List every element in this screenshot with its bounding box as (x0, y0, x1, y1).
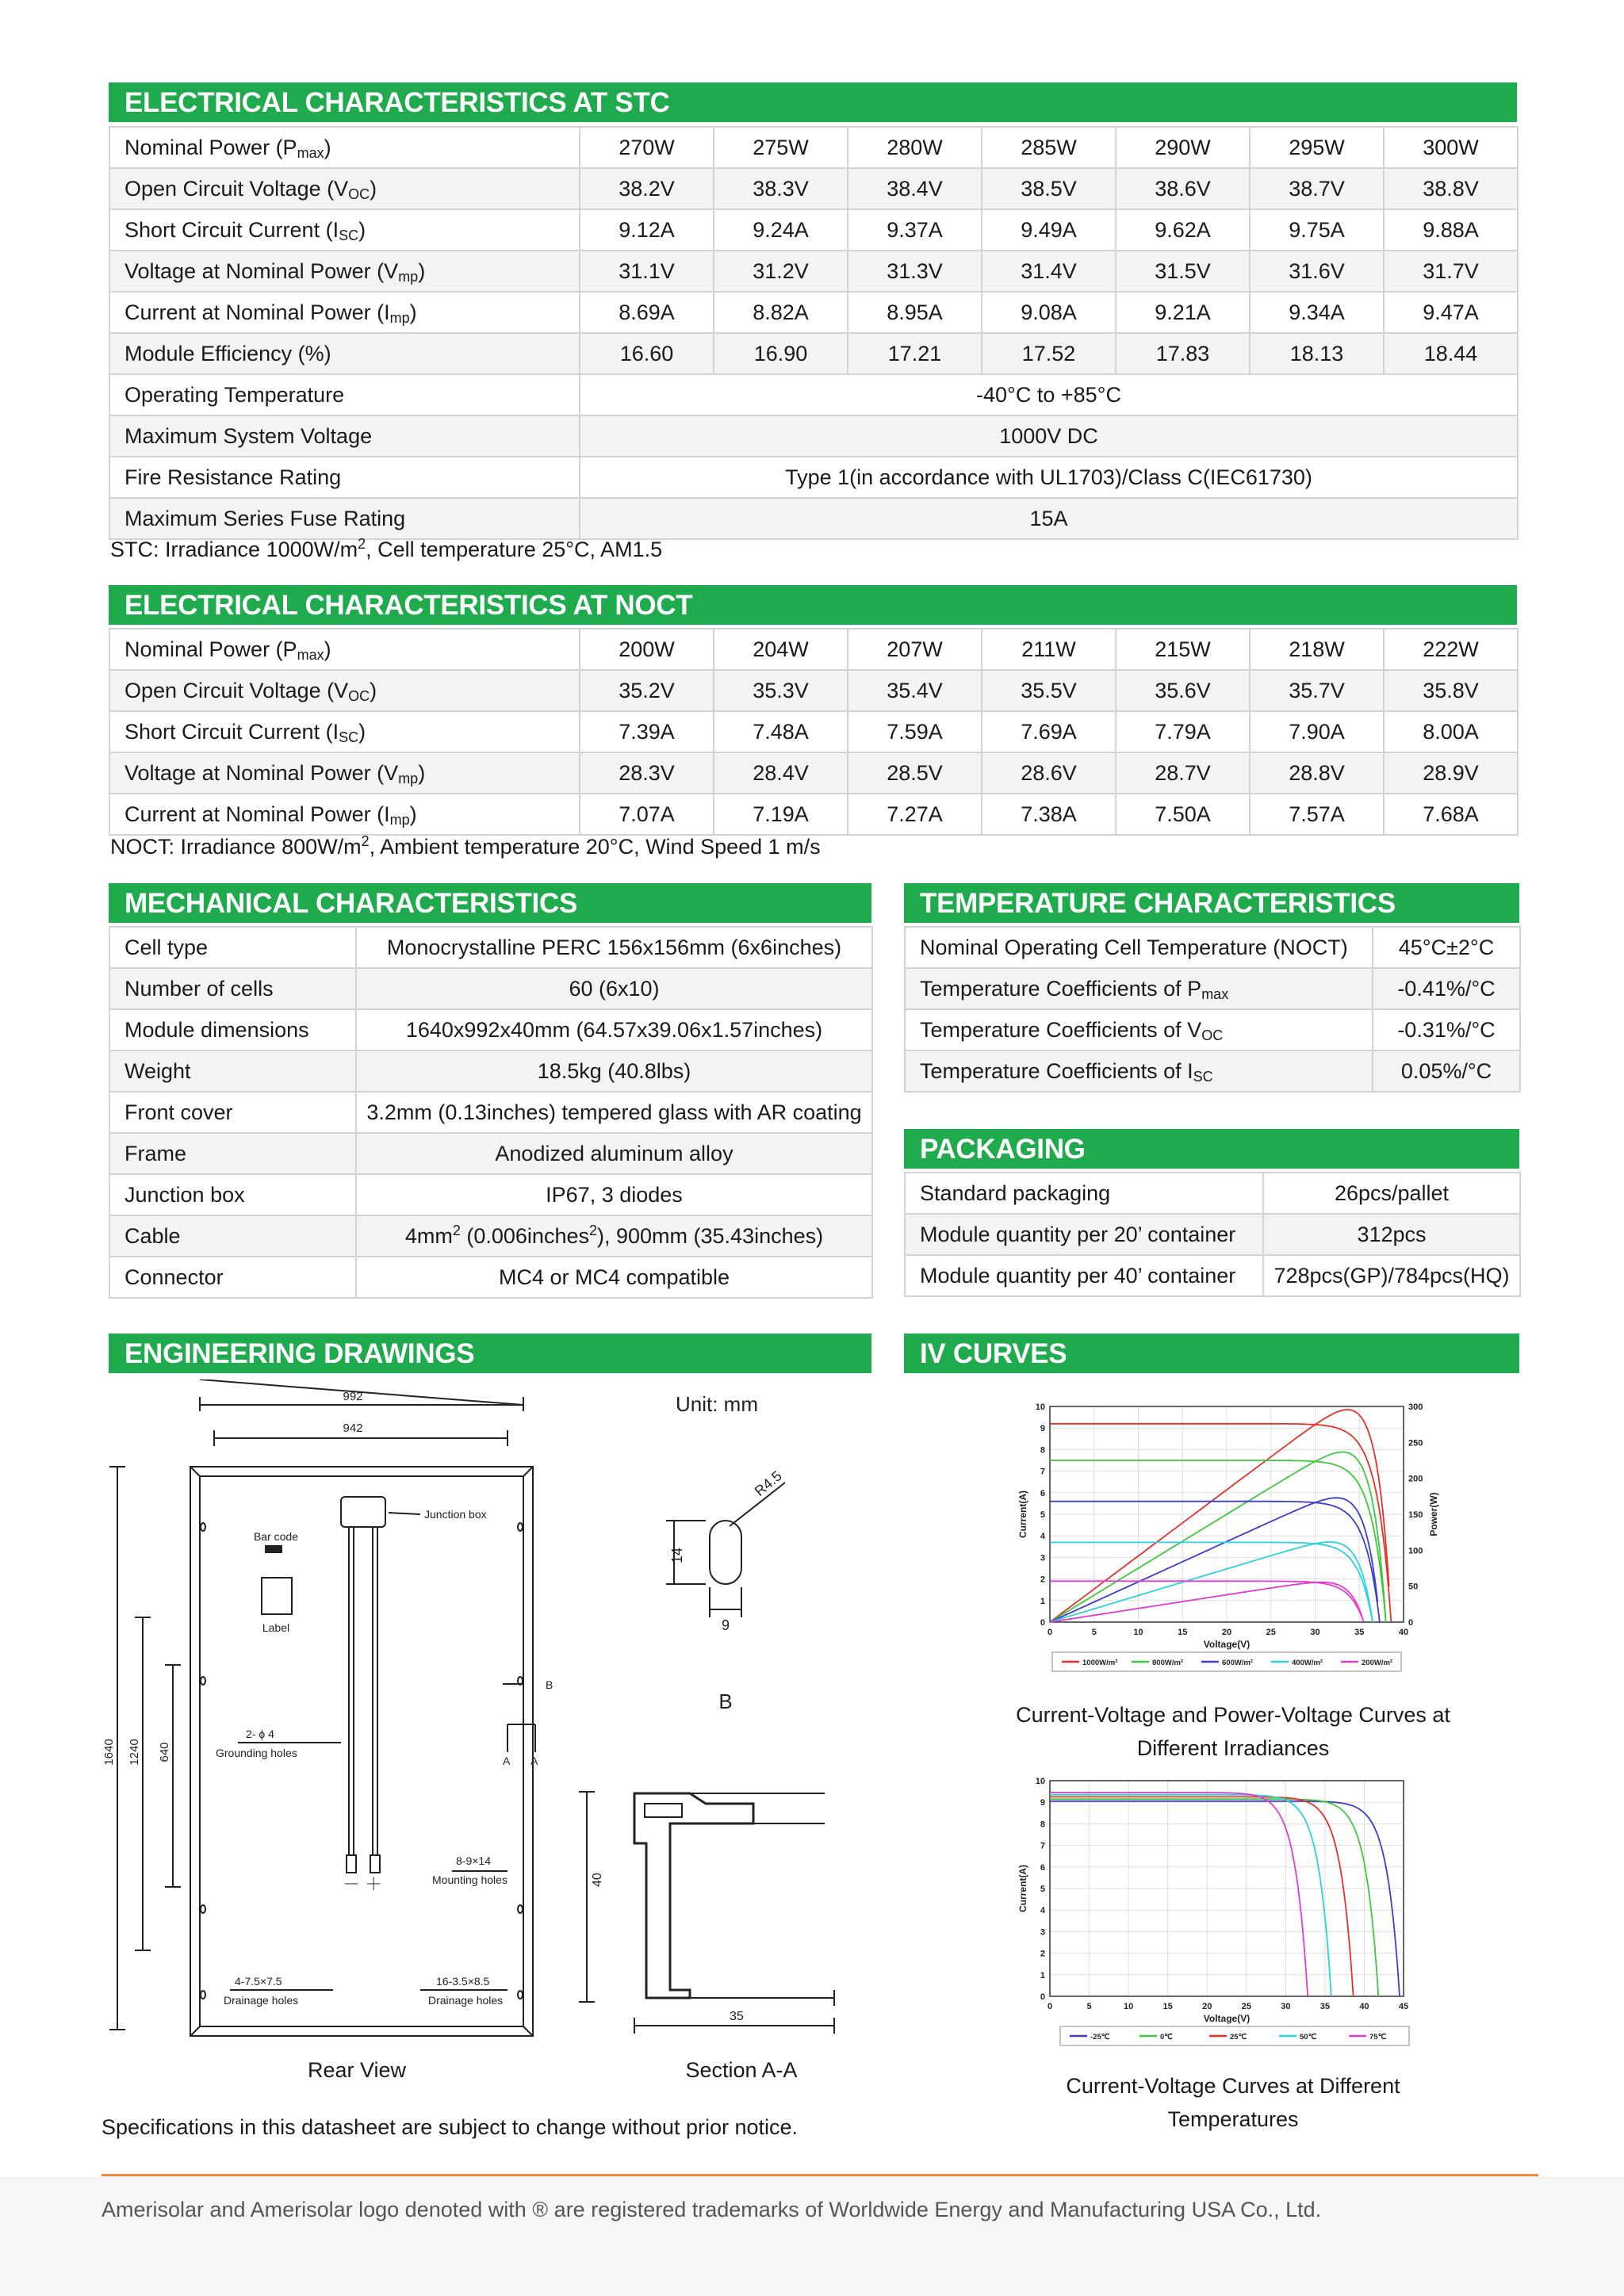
iv-series-line (1050, 1793, 1308, 1996)
row-value: 7.19A (714, 794, 848, 835)
row-label: Current at Nominal Power $(I_{mp})$ (109, 794, 580, 835)
engineering-section-title: ENGINEERING DRAWINGS (109, 1334, 871, 1373)
row-label: Connector (109, 1257, 356, 1298)
row-label: Module quantity per 40’ container (905, 1255, 1263, 1296)
table-row (109, 1174, 872, 1215)
row-value: 28.8V (1250, 752, 1384, 794)
temperature-iv-chart (1007, 1770, 1467, 2063)
row-label: Weight (109, 1050, 356, 1092)
row-value: 35.4V (848, 670, 982, 711)
table-row (905, 968, 1520, 1009)
row-value: 7.39A (580, 711, 714, 752)
table-row (905, 1255, 1520, 1296)
row-value: 270W (580, 127, 714, 168)
row-label: Fire Resistance Rating (109, 457, 580, 498)
row-value: 28.5V (848, 752, 982, 794)
y-tick-label: 1 (1040, 1596, 1045, 1606)
table-row (905, 1214, 1520, 1255)
row-value: 7.59A (848, 711, 982, 752)
row-value: 17.83 (1116, 333, 1250, 374)
row-label: Voltage at Nominal Power $(V_{mp})$ (109, 752, 580, 794)
row-value: 35.7V (1250, 670, 1384, 711)
stc-section-title: ELECTRICAL CHARACTERISTICS AT STC (109, 82, 1517, 122)
packaging-table (904, 1172, 1521, 1297)
y-tick-label: 2 (1040, 1575, 1045, 1585)
row-label: Nominal Power $(P_{max})$ (109, 127, 580, 168)
rear-view-caption: Rear View (307, 2058, 407, 2082)
table-row (109, 1215, 872, 1257)
irradiance-iv-chart (1007, 1395, 1467, 1697)
row-value: 45°C±2°C (1373, 927, 1520, 968)
row-value: 9.88A (1384, 209, 1518, 251)
iv-section-title: IV CURVES (904, 1334, 1519, 1373)
x-tick-label: 30 (1281, 2002, 1291, 2011)
drain2-label: Drainage holes (428, 1994, 504, 2007)
x-tick-label: 15 (1178, 1628, 1188, 1637)
row-value: 35.3V (714, 670, 848, 711)
y-tick-label: 10 (1035, 1402, 1045, 1412)
y-axis-label: Current(A) (1017, 1490, 1028, 1538)
row-value: 295W (1250, 127, 1384, 168)
row-value: 26pcs/pallet (1263, 1173, 1520, 1214)
row-value: 285W (982, 127, 1116, 168)
row-label: Short Circuit Current $(I_{SC})$ (109, 711, 580, 752)
table-row (109, 927, 872, 968)
row-value: 8.00A (1384, 711, 1518, 752)
y-tick-label: 6 (1040, 1488, 1045, 1498)
row-value: 7.07A (580, 794, 714, 835)
row-value: 9.24A (714, 209, 848, 251)
y-tick-label: 5 (1040, 1885, 1045, 1894)
row-value: 35.5V (982, 670, 1116, 711)
stc-table (109, 126, 1519, 540)
x-tick-label: 40 (1398, 1628, 1409, 1637)
polarity-label: － ＋ (343, 1874, 383, 1894)
y2-tick-label: 0 (1408, 1618, 1414, 1628)
row-value: 211W (982, 629, 1116, 670)
dim-640: 640 (158, 1742, 171, 1762)
row-label: Maximum System Voltage (109, 415, 580, 457)
x-tick-label: 15 (1162, 2002, 1173, 2011)
row-value: 9.37A (848, 209, 982, 251)
section-mark-b: B (546, 1678, 553, 1691)
x-tick-label: 5 (1091, 1628, 1097, 1637)
table-row (109, 127, 1518, 168)
d40-label: 40 (591, 1873, 604, 1887)
row-value: 9.34A (1250, 292, 1384, 333)
x-tick-label: 35 (1320, 2002, 1331, 2011)
iv-series-line (1050, 1502, 1380, 1622)
row-value: 16.60 (580, 333, 714, 374)
row-value: -0.41%/°C (1373, 968, 1520, 1009)
y-tick-label: 8 (1040, 1445, 1045, 1456)
row-label: Temperature Coefficients of $I_{SC}$ (905, 1050, 1373, 1092)
row-value: 31.7V (1384, 251, 1518, 292)
x-tick-label: 25 (1266, 1628, 1276, 1637)
row-label: Open Circuit Voltage $(V_{OC})$ (109, 168, 580, 209)
y2-tick-label: 250 (1408, 1438, 1423, 1448)
row-label: Operating Temperature (109, 374, 580, 415)
y-tick-label: 5 (1040, 1510, 1045, 1520)
drain1-size: 4-7.5×7.5 (235, 1975, 282, 1988)
table-row (109, 1133, 872, 1174)
row-value: 38.4V (848, 168, 982, 209)
table-row (109, 1050, 872, 1092)
row-value: 17.52 (982, 333, 1116, 374)
row-value: 18.5kg (40.8lbs) (356, 1050, 872, 1092)
pv-series-line (1050, 1498, 1377, 1622)
b-detail-label: B (718, 1689, 733, 1713)
x-tick-label: 30 (1310, 1628, 1320, 1637)
row-value: 35.8V (1384, 670, 1518, 711)
noct-table (109, 628, 1519, 836)
row-value: 0.05%/°C (1373, 1050, 1520, 1092)
d14-label: 14 (669, 1547, 685, 1563)
section-caption: Section A-A (685, 2058, 798, 2082)
footer-band (0, 2176, 1624, 2296)
table-row (905, 1173, 1520, 1214)
y-tick-label: 3 (1040, 1927, 1045, 1938)
section-mark-a-right: A (530, 1755, 538, 1767)
label-label: Label (262, 1621, 290, 1634)
row-label: Temperature Coefficients of $P_{max}$ (905, 968, 1373, 1009)
mechanical-table (109, 926, 873, 1299)
row-value: 280W (848, 127, 982, 168)
table-row (109, 711, 1518, 752)
row-value: 28.6V (982, 752, 1116, 794)
legend-label: 0℃ (1160, 2033, 1173, 2042)
y-tick-label: 8 (1040, 1820, 1045, 1830)
x-tick-label: 20 (1202, 2002, 1212, 2011)
row-value: 222W (1384, 629, 1518, 670)
y2-tick-label: 300 (1408, 1402, 1423, 1412)
row-label: Current at Nominal Power $(I_{mp})$ (109, 292, 580, 333)
row-value: 9.75A (1250, 209, 1384, 251)
table-row (109, 415, 1518, 457)
x-tick-label: 25 (1241, 2002, 1251, 2011)
row-value: 9.08A (982, 292, 1116, 333)
d35-label: 35 (730, 2010, 744, 2023)
row-value: 31.3V (848, 251, 982, 292)
y-tick-label: 7 (1040, 1841, 1045, 1851)
y-tick-label: 9 (1040, 1798, 1045, 1808)
temperature-section-title: TEMPERATURE CHARACTERISTICS (904, 883, 1519, 923)
row-value: 7.38A (982, 794, 1116, 835)
row-value: 7.27A (848, 794, 982, 835)
row-value: 9.47A (1384, 292, 1518, 333)
table-row (109, 333, 1518, 374)
table-row (109, 752, 1518, 794)
bar-code-label: Bar code (253, 1530, 299, 1543)
row-value: 38.6V (1116, 168, 1250, 209)
row-value: 38.2V (580, 168, 714, 209)
dim-1640: 1640 (102, 1739, 116, 1766)
y-tick-label: 4 (1040, 1906, 1045, 1916)
x-tick-label: 5 (1086, 2002, 1092, 2011)
trademark-text: Amerisolar and Amerisolar logo denoted with ® are registered trademarks of Worldwide Energy and Manufacturing USA Co., Ltd. (102, 2198, 1322, 2221)
grounding-size: 2- ϕ 4 (246, 1728, 274, 1740)
y2-tick-label: 50 (1408, 1582, 1419, 1592)
row-value: MC4 or MC4 compatible (356, 1257, 872, 1298)
row-value: 9.12A (580, 209, 714, 251)
table-row (109, 251, 1518, 292)
table-row (905, 927, 1520, 968)
row-value: $4mm^2$ (0.006inches$^2$), 900mm (35.43inches) (356, 1215, 872, 1257)
x-tick-label: 10 (1123, 2002, 1134, 2011)
row-value: 31.2V (714, 251, 848, 292)
table-row (109, 457, 1518, 498)
table-row (109, 794, 1518, 835)
row-value: 7.69A (982, 711, 1116, 752)
row-value: 38.8V (1384, 168, 1518, 209)
row-label: Temperature Coefficients of $V_{OC}$ (905, 1009, 1373, 1050)
legend-label: 50℃ (1300, 2033, 1317, 2042)
table-row (109, 374, 1518, 415)
dim-1240: 1240 (128, 1739, 141, 1766)
row-value: 7.48A (714, 711, 848, 752)
row-label: Module quantity per 20’ container (905, 1214, 1263, 1255)
drain1-label: Drainage holes (224, 1994, 299, 2007)
row-value: 1000V DC (580, 415, 1518, 457)
y-tick-label: 1 (1040, 1970, 1045, 1980)
row-value: 7.90A (1250, 711, 1384, 752)
mounting-size: 8-9×14 (456, 1854, 491, 1867)
row-value: 35.2V (580, 670, 714, 711)
row-label: Nominal Power $(P_{max})$ (109, 629, 580, 670)
row-label: Number of cells (109, 968, 356, 1009)
y-tick-label: 6 (1040, 1862, 1045, 1873)
dim-942: 942 (343, 1422, 363, 1435)
row-value: 31.6V (1250, 251, 1384, 292)
legend-label: 200W/m² (1362, 1659, 1393, 1667)
x-tick-label: 0 (1047, 2002, 1053, 2011)
row-value: 9.49A (982, 209, 1116, 251)
x-axis-label: Voltage(V) (1203, 1639, 1251, 1650)
row-value: 300W (1384, 127, 1518, 168)
row-label: Frame (109, 1133, 356, 1174)
x-tick-label: 45 (1398, 2002, 1409, 2011)
y-tick-label: 7 (1040, 1467, 1045, 1477)
row-value: 215W (1116, 629, 1250, 670)
row-value: Type 1(in accordance with UL1703)/Class C(IEC61730) (580, 457, 1518, 498)
row-value: 7.79A (1116, 711, 1250, 752)
x-axis-label: Voltage(V) (1203, 2013, 1251, 2024)
x-tick-label: 0 (1047, 1628, 1053, 1637)
row-value: IP67, 3 diodes (356, 1174, 872, 1215)
iv-series-line (1050, 1795, 1331, 1996)
d9-label: 9 (722, 1617, 730, 1633)
drain2-size: 16-3.5×8.5 (436, 1975, 490, 1988)
table-row (109, 968, 872, 1009)
row-value: 28.4V (714, 752, 848, 794)
table-row (109, 1092, 872, 1133)
row-value: 38.5V (982, 168, 1116, 209)
row-value: Anodized aluminum alloy (356, 1133, 872, 1174)
row-value: 8.95A (848, 292, 982, 333)
junction-box-label: Junction box (424, 1508, 487, 1521)
y-tick-label: 0 (1040, 1618, 1045, 1628)
row-label: Maximum Series Fuse Rating (109, 498, 580, 539)
y2-tick-label: 200 (1408, 1474, 1423, 1484)
x-tick-label: 10 (1133, 1628, 1143, 1637)
noct-section-title: ELECTRICAL CHARACTERISTICS AT NOCT (109, 585, 1517, 625)
row-value: 7.57A (1250, 794, 1384, 835)
row-value: 9.21A (1116, 292, 1250, 333)
packaging-section-title: PACKAGING (904, 1129, 1519, 1169)
row-value: 28.3V (580, 752, 714, 794)
row-label: Cell type (109, 927, 356, 968)
x-tick-label: 40 (1359, 2002, 1369, 2011)
row-value: 9.62A (1116, 209, 1250, 251)
temperature-table (904, 926, 1521, 1093)
unit-label: Unit: mm (676, 1392, 758, 1416)
row-label: Voltage at Nominal Power $(V_{mp})$ (109, 251, 580, 292)
iv-series-line (1050, 1801, 1400, 1996)
row-value: -40°C to +85°C (580, 374, 1518, 415)
row-label: Front cover (109, 1092, 356, 1133)
row-value: 8.69A (580, 292, 714, 333)
row-value: 7.68A (1384, 794, 1518, 835)
noct-note: NOCT: Irradiance $800W/m^2$, Ambient temperature 20°C, Wind Speed 1 m/s (110, 833, 821, 859)
row-value: 28.7V (1116, 752, 1250, 794)
table-row (109, 629, 1518, 670)
legend-label: 600W/m² (1222, 1659, 1254, 1667)
y-axis-label: Current(A) (1017, 1865, 1028, 1912)
legend-label: 75℃ (1369, 2033, 1387, 2042)
legend-label: 1000W/m² (1082, 1659, 1118, 1667)
x-tick-label: 20 (1221, 1628, 1232, 1637)
row-label: Nominal Operating Cell Temperature (NOCT) (905, 927, 1373, 968)
row-value: 728pcs(GP)/784pcs(HQ) (1263, 1255, 1520, 1296)
y2-tick-label: 150 (1408, 1510, 1423, 1520)
iv-caption-1: Current-Voltage and Power-Voltage Curves at Different Irradiances (1016, 1703, 1450, 1760)
row-value: 8.82A (714, 292, 848, 333)
y-tick-label: 4 (1040, 1532, 1045, 1542)
row-value: 31.4V (982, 251, 1116, 292)
y-tick-label: 2 (1040, 1949, 1045, 1959)
row-value: 1640x992x40mm (64.57x39.06x1.57inches) (356, 1009, 872, 1050)
row-value: 200W (580, 629, 714, 670)
row-value: 218W (1250, 629, 1384, 670)
y-tick-label: 3 (1040, 1553, 1045, 1563)
iv-series-line (1050, 1424, 1391, 1622)
y-tick-label: 10 (1035, 1777, 1045, 1786)
table-row (109, 498, 1518, 539)
row-value: 312pcs (1263, 1214, 1520, 1255)
row-value: 275W (714, 127, 848, 168)
table-row (905, 1050, 1520, 1092)
row-label: Short Circuit Current $(I_{SC})$ (109, 209, 580, 251)
notice-text: Specifications in this datasheet are subject to change without prior notice. (102, 2115, 799, 2139)
r45-label: R4.5 (751, 1468, 785, 1500)
row-label: Open Circuit Voltage $(V_{OC})$ (109, 670, 580, 711)
table-row (905, 1009, 1520, 1050)
row-label: Junction box (109, 1174, 356, 1215)
row-value: 204W (714, 629, 848, 670)
iv-caption-2: Current-Voltage Curves at Different Temperatures (1066, 2074, 1400, 2131)
row-label: Module Efficiency (%) (109, 333, 580, 374)
iv-series-line (1050, 1460, 1386, 1622)
x-tick-label: 35 (1354, 1628, 1365, 1637)
legend-label: 400W/m² (1292, 1659, 1323, 1667)
table-row (109, 1009, 872, 1050)
row-value: 31.5V (1116, 251, 1250, 292)
row-label: Cable (109, 1215, 356, 1257)
row-value: 38.7V (1250, 168, 1384, 209)
mounting-label: Mounting holes (432, 1873, 508, 1886)
legend-label: 25℃ (1230, 2033, 1247, 2042)
row-label: Module dimensions (109, 1009, 356, 1050)
y2-axis-label: Power(W) (1428, 1492, 1439, 1536)
dim-992: 992 (343, 1390, 363, 1403)
y2-tick-label: 100 (1408, 1546, 1423, 1556)
table-row (109, 1257, 872, 1298)
engineering-drawings (79, 1380, 872, 2093)
row-value: 7.50A (1116, 794, 1250, 835)
row-value: 15A (580, 498, 1518, 539)
row-value: 3.2mm (0.13inches) tempered glass with AR coating (356, 1092, 872, 1133)
table-row (109, 670, 1518, 711)
grounding-label: Grounding holes (216, 1747, 297, 1759)
y-tick-label: 0 (1040, 1992, 1045, 2002)
section-mark-a-left: A (503, 1755, 511, 1767)
table-row (109, 292, 1518, 333)
y-tick-label: 9 (1040, 1424, 1045, 1434)
row-value: 18.13 (1250, 333, 1384, 374)
row-value: 290W (1116, 127, 1250, 168)
mechanical-section-title: MECHANICAL CHARACTERISTICS (109, 883, 871, 923)
stc-note: STC: Irradiance $1000W/m^2$, Cell temperature 25°C, AM1.5 (110, 536, 663, 561)
row-value: Monocrystalline PERC 156x156mm (6x6inches) (356, 927, 872, 968)
row-value: 38.3V (714, 168, 848, 209)
table-row (109, 209, 1518, 251)
legend-label: -25℃ (1090, 2033, 1110, 2042)
row-value: 31.1V (580, 251, 714, 292)
row-value: 17.21 (848, 333, 982, 374)
legend-label: 800W/m² (1152, 1659, 1184, 1667)
row-value: -0.31%/°C (1373, 1009, 1520, 1050)
row-value: 16.90 (714, 333, 848, 374)
row-value: 28.9V (1384, 752, 1518, 794)
row-value: 207W (848, 629, 982, 670)
row-label: Standard packaging (905, 1173, 1263, 1214)
table-row (109, 168, 1518, 209)
row-value: 35.6V (1116, 670, 1250, 711)
row-value: 18.44 (1384, 333, 1518, 374)
row-value: 60 (6x10) (356, 968, 872, 1009)
